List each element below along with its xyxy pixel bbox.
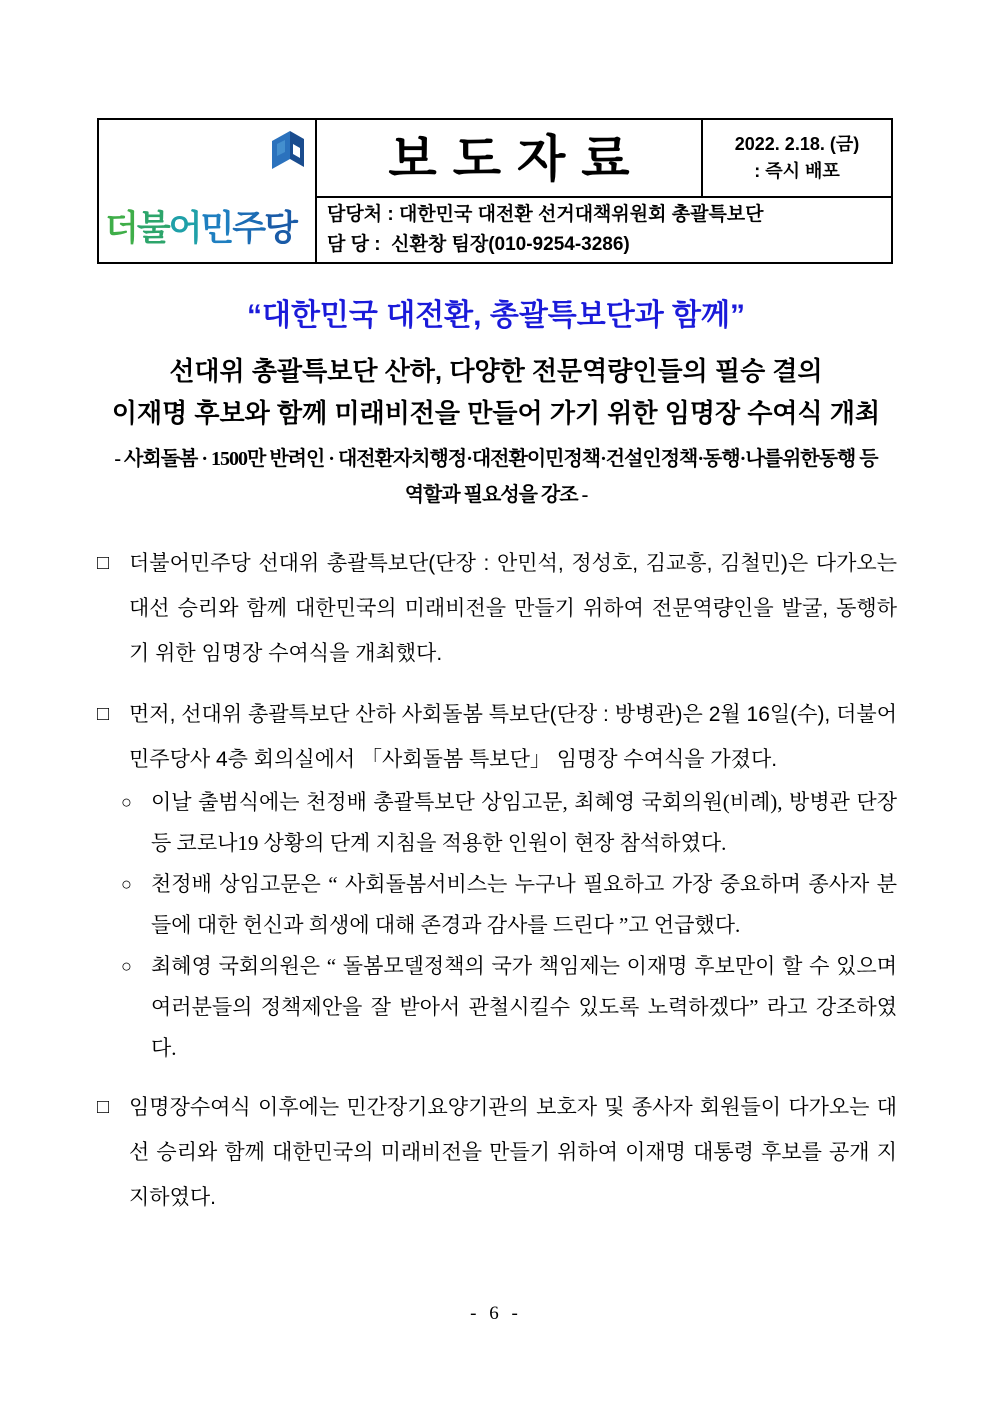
- press-paragraph: [121, 946, 897, 1069]
- release-date: 2022. 2.18. (금): [734, 134, 860, 154]
- contact-label: 담 당 :: [327, 234, 381, 255]
- logo-char: 어: [168, 209, 201, 248]
- paragraph-text: 이날 출범식에는 천정배 총괄특보단 상임고문, 최혜영 국회의원(비례), 방병관 단장 등 코로나19 상황의 단계 지침을 적용한 인원이 현장 참석하였다.: [151, 790, 897, 855]
- headline-note1: - 사회돌봄 · 1500만 반려인 · 대전환자치행정·대전환이민정책·건설인정책·동행·나를위한동행 등: [114, 448, 878, 470]
- press-paragraph: [121, 782, 897, 864]
- logo-char: 주: [232, 209, 265, 248]
- circle-bullet-icon: ○: [121, 956, 132, 976]
- paragraph-text: 천정배 상임고문은 “ 사회돌봄서비스는 누구나 필요하고 가장 중요하며 종사자 분들에 대한 헌신과 희생에 대해 존경과 감사를 드린다 ”고 언급했다.: [151, 872, 897, 937]
- contact-line: [327, 230, 881, 260]
- header-top-row: [317, 120, 891, 198]
- party-logo-cell: [99, 120, 317, 262]
- logo-char: 민: [200, 209, 233, 248]
- paragraph-text: 더불어민주당 선대위 총괄특보단(단장 : 안민석, 정성호, 김교흥, 김철민)은 다가오는 대선 승리와 함께 대한민국의 미래비전을 만들기 위하여 전문역량인을 발굴, 동행하기 위한 임명장 수여식을 개최했다.: [129, 552, 897, 665]
- contact-value: 신환창 팀장(010-9254-3286): [391, 234, 630, 255]
- logo-char: 더: [105, 209, 137, 248]
- headline-sub1: 선대위 총괄특보단 산하, 다양한 전문역량인들의 필승 결의: [169, 356, 823, 386]
- square-bullet-icon: □: [97, 703, 110, 725]
- circle-bullet-icon: ○: [121, 792, 132, 812]
- headline-note2: 역할과 필요성을 강조 -: [404, 484, 588, 506]
- headline-block: [0, 296, 992, 510]
- circle-bullet-icon: ○: [121, 874, 132, 894]
- headline-main: “대한민국 대전환, 총괄특보단과 함께”: [246, 299, 746, 332]
- paragraph-text: 먼저, 선대위 총괄특보단 산하 사회돌봄 특보단(단장 : 방병관)은 2월 16일(수), 더불어민주당사 4층 회의실에서 「사회돌봄 특보단」 임명장 수여식을 가졌다.: [129, 703, 897, 771]
- dept-label: 담당처 :: [327, 204, 394, 225]
- dept-value: 대한민국 대전환 선거대책위원회 총괄특보단: [398, 204, 764, 225]
- page-number: - 6 -: [470, 1303, 522, 1324]
- release-date-cell: [701, 120, 891, 196]
- party-logo-wordmark: [105, 211, 296, 246]
- paragraph-text: 임명장수여식 이후에는 민간장기요양기관의 보호자 및 종사자 회원들이 다가오는 대선 승리와 함께 대한민국의 미래비전을 만들기 위하여 이재명 대통령 후보를 공개 지지하였다.: [129, 1096, 897, 1209]
- headline-sub2: 이재명 후보와 함께 미래비전을 만들어 가기 위한 임명장 수여식 개최: [111, 398, 881, 428]
- logo-char: 당: [264, 209, 296, 248]
- document-type-title: 보도자료: [388, 131, 646, 187]
- party-flag-icon: [269, 128, 307, 177]
- contact-cell: [317, 198, 891, 262]
- paragraph-text: 최혜영 국회의원은 “ 돌봄모델정책의 국가 책임제는 이재명 후보만이 할 수 있으며 여러분들의 정책제안을 잘 받아서 관철시킬수 있도록 노력하겠다” 라고 강조하였다.: [151, 954, 897, 1060]
- header-right: [317, 120, 891, 262]
- press-paragraph: [97, 541, 897, 676]
- press-paragraph: [121, 864, 897, 946]
- release-type: : 즉시 배포: [754, 161, 840, 181]
- dept-line: [327, 200, 881, 230]
- logo-char: 불: [136, 209, 169, 248]
- body-text: [97, 541, 897, 1220]
- press-paragraph: [97, 1085, 897, 1220]
- square-bullet-icon: □: [97, 1096, 110, 1118]
- square-bullet-icon: □: [97, 552, 110, 574]
- press-paragraph: [97, 692, 897, 782]
- header-box: [97, 118, 893, 264]
